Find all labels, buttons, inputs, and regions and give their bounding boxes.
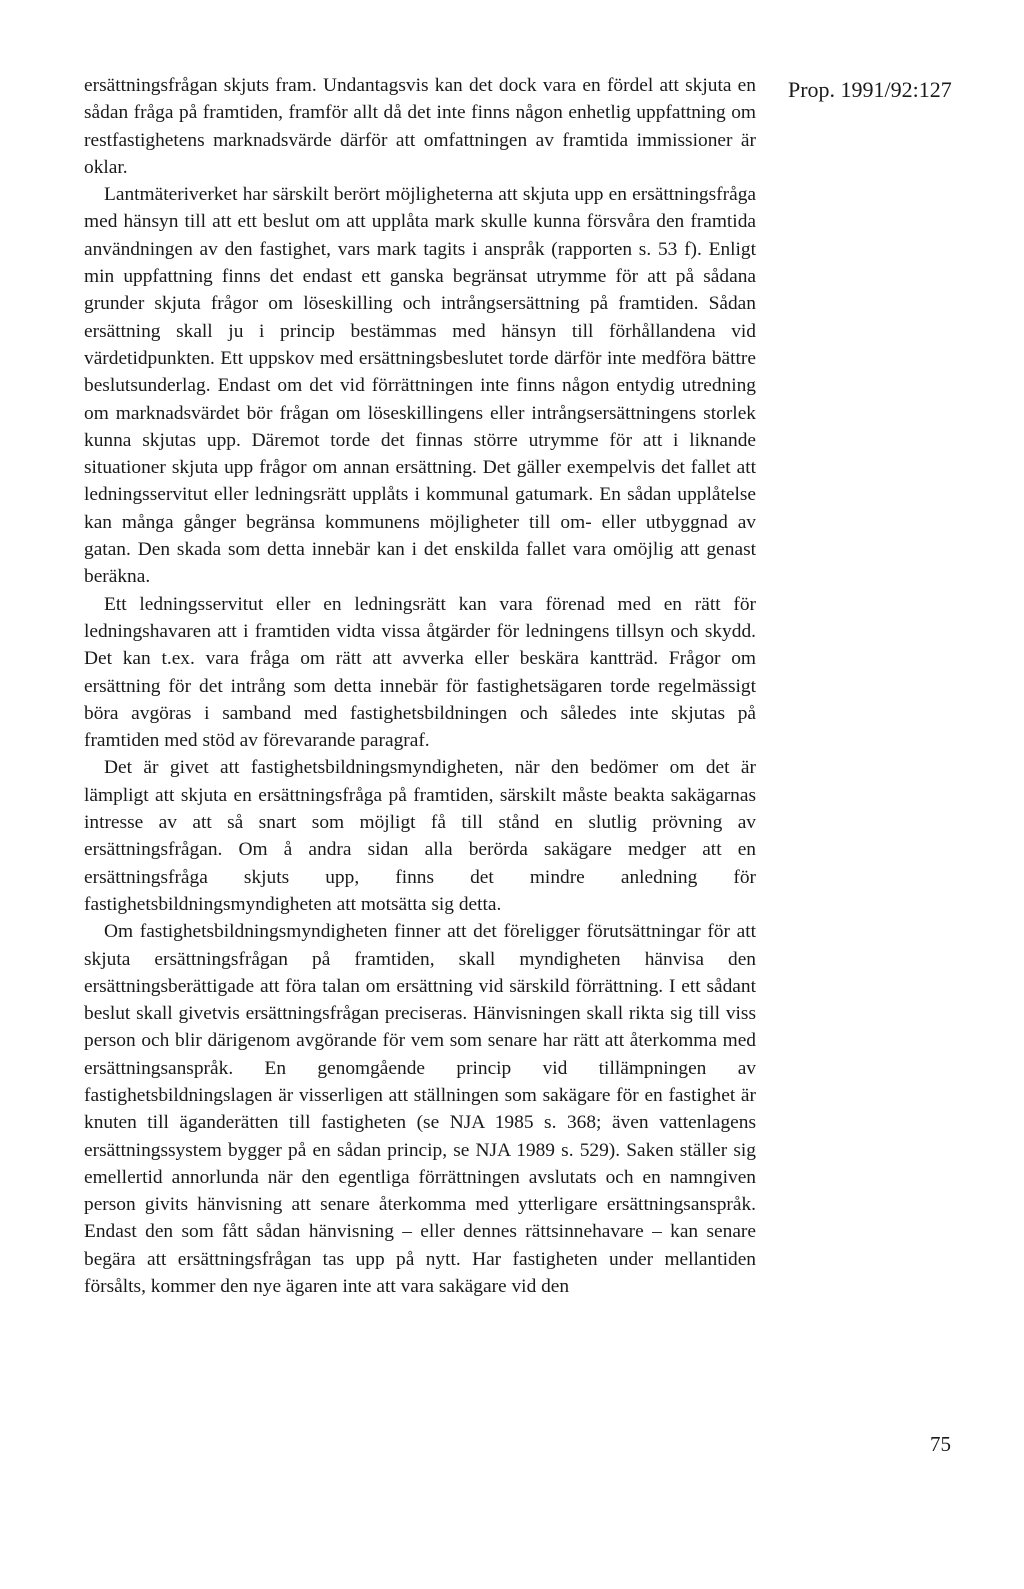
paragraph: Ett ledningsservitut eller en ledningsrätt kan vara förenad med en rätt för ledningshavaren att i framtiden vidta vissa åtgärder för ledningens tillsyn och skydd. Det kan t.ex. vara fråga om rätt att avverka eller beskära kantträd. Frågor om ersättning för det intrång som detta innebär för fastighetsägaren torde regelmässigt böra avgöras i samband med fastighetsbildningen och således inte skjutas på framtiden med stöd av förevarande paragraf. bbox=[84, 593, 756, 752]
paragraph: Det är givet att fastighetsbildningsmyndigheten, när den bedömer om det är lämpligt att skjuta en ersättningsfråga på framtiden, särskilt måste beakta sakägarnas intresse av att så snart som möjligt få till stånd en slutlig prövning av ersättningsfrågan. Om å andra sidan alla berörda sakägare medger att en ersättningsfråga skjuts upp, finns det mindre anledning för fastighetsbildningsmyndigheten att motsätta sig detta. bbox=[84, 757, 756, 915]
page-number: 75 bbox=[930, 1432, 951, 1456]
paragraph: Lantmäteriverket har särskilt berört möjligheterna att skjuta upp en ersättningsfråga med hänsyn till att ett beslut om att upplåta mark skulle kunna försvåra den framtida användningen av den fastighet, vars mark tagits i anspråk (rapporten s. 53 f). Enligt min uppfattning finns det endast ett ganska begränsat utrymme för att på sådana grunder skjuta frågor om löseskilling och intrångsersättning på framtiden. Sådan ersättning skall ju i princip bestämmas med hänsyn till förhållandena vid värdetidpunkten. Ett uppskov med ersättningsbeslutet torde därför inte medföra bättre beslutsunderlag. Endast om det vid förrättningen inte finns någon entydig utredning om marknadsvärdet bör frågan om löseskillingens eller intrångsersättningens storlek kunna skjutas upp. Däremot torde det finnas större utrymme för att i liknande situationer skjuta upp frågor om annan ersättning. Det gäller exempelvis det fallet att ledningsservitut eller ledningsrätt upplåts i kommunal gatumark. En sådan upplåtelse kan många gånger begränsa kommunens möjligheter till om- eller utbyggnad av gatan. Den skada som detta innebär kan i det enskilda fallet vara omöjlig att genast beräkna. bbox=[84, 184, 756, 588]
body-text bbox=[84, 72, 756, 1300]
paragraph: Om fastighetsbildningsmyndigheten finner att det föreligger förutsättningar för att skjuta ersättningsfrågan på framtiden, skall myndigheten hänvisa den ersättningsberättigade att föra talan om ersättning vid särskild förrättning. I ett sådant beslut skall givetvis ersättningsfrågan preciseras. Hänvisningen skall rikta sig till viss person och blir därigenom avgörande för vem som senare har rätt att återkomma med ersättningsanspråk. En genomgående princip vid tillämpningen av fastighetsbildningslagen är visserligen att ställningen som sakägare för en fastighet är knuten till äganderätten till fastigheten (se NJA 1985 s. 368; även vattenlagens ersättningssystem bygger på en sådan princip, se NJA 1989 s. 529). Saken ställer sig emellertid annorlunda när den egentliga förrättningen avslutats och en namngiven person givits hänvisning att senare återkomma med ytterligare ersättningsanspråk. Endast den som fått sådan hänvisning – eller dennes rättsinnehavare – kan senare begära att ersättningsfrågan tas upp på nytt. Har fastigheten under mellantiden försålts, kommer den nye ägaren inte att vara sakägare vid den bbox=[84, 921, 756, 1298]
document-reference: Prop. 1991/92:127 bbox=[788, 77, 952, 102]
paragraph: ersättningsfrågan skjuts fram. Undantagsvis kan det dock vara en fördel att skjuta en sådan fråga på framtiden, framför allt då det inte finns någon enhetlig uppfattning om restfastighetens marknadsvärde därför att omfattningen av framtida immissioner är oklar. bbox=[84, 75, 756, 178]
